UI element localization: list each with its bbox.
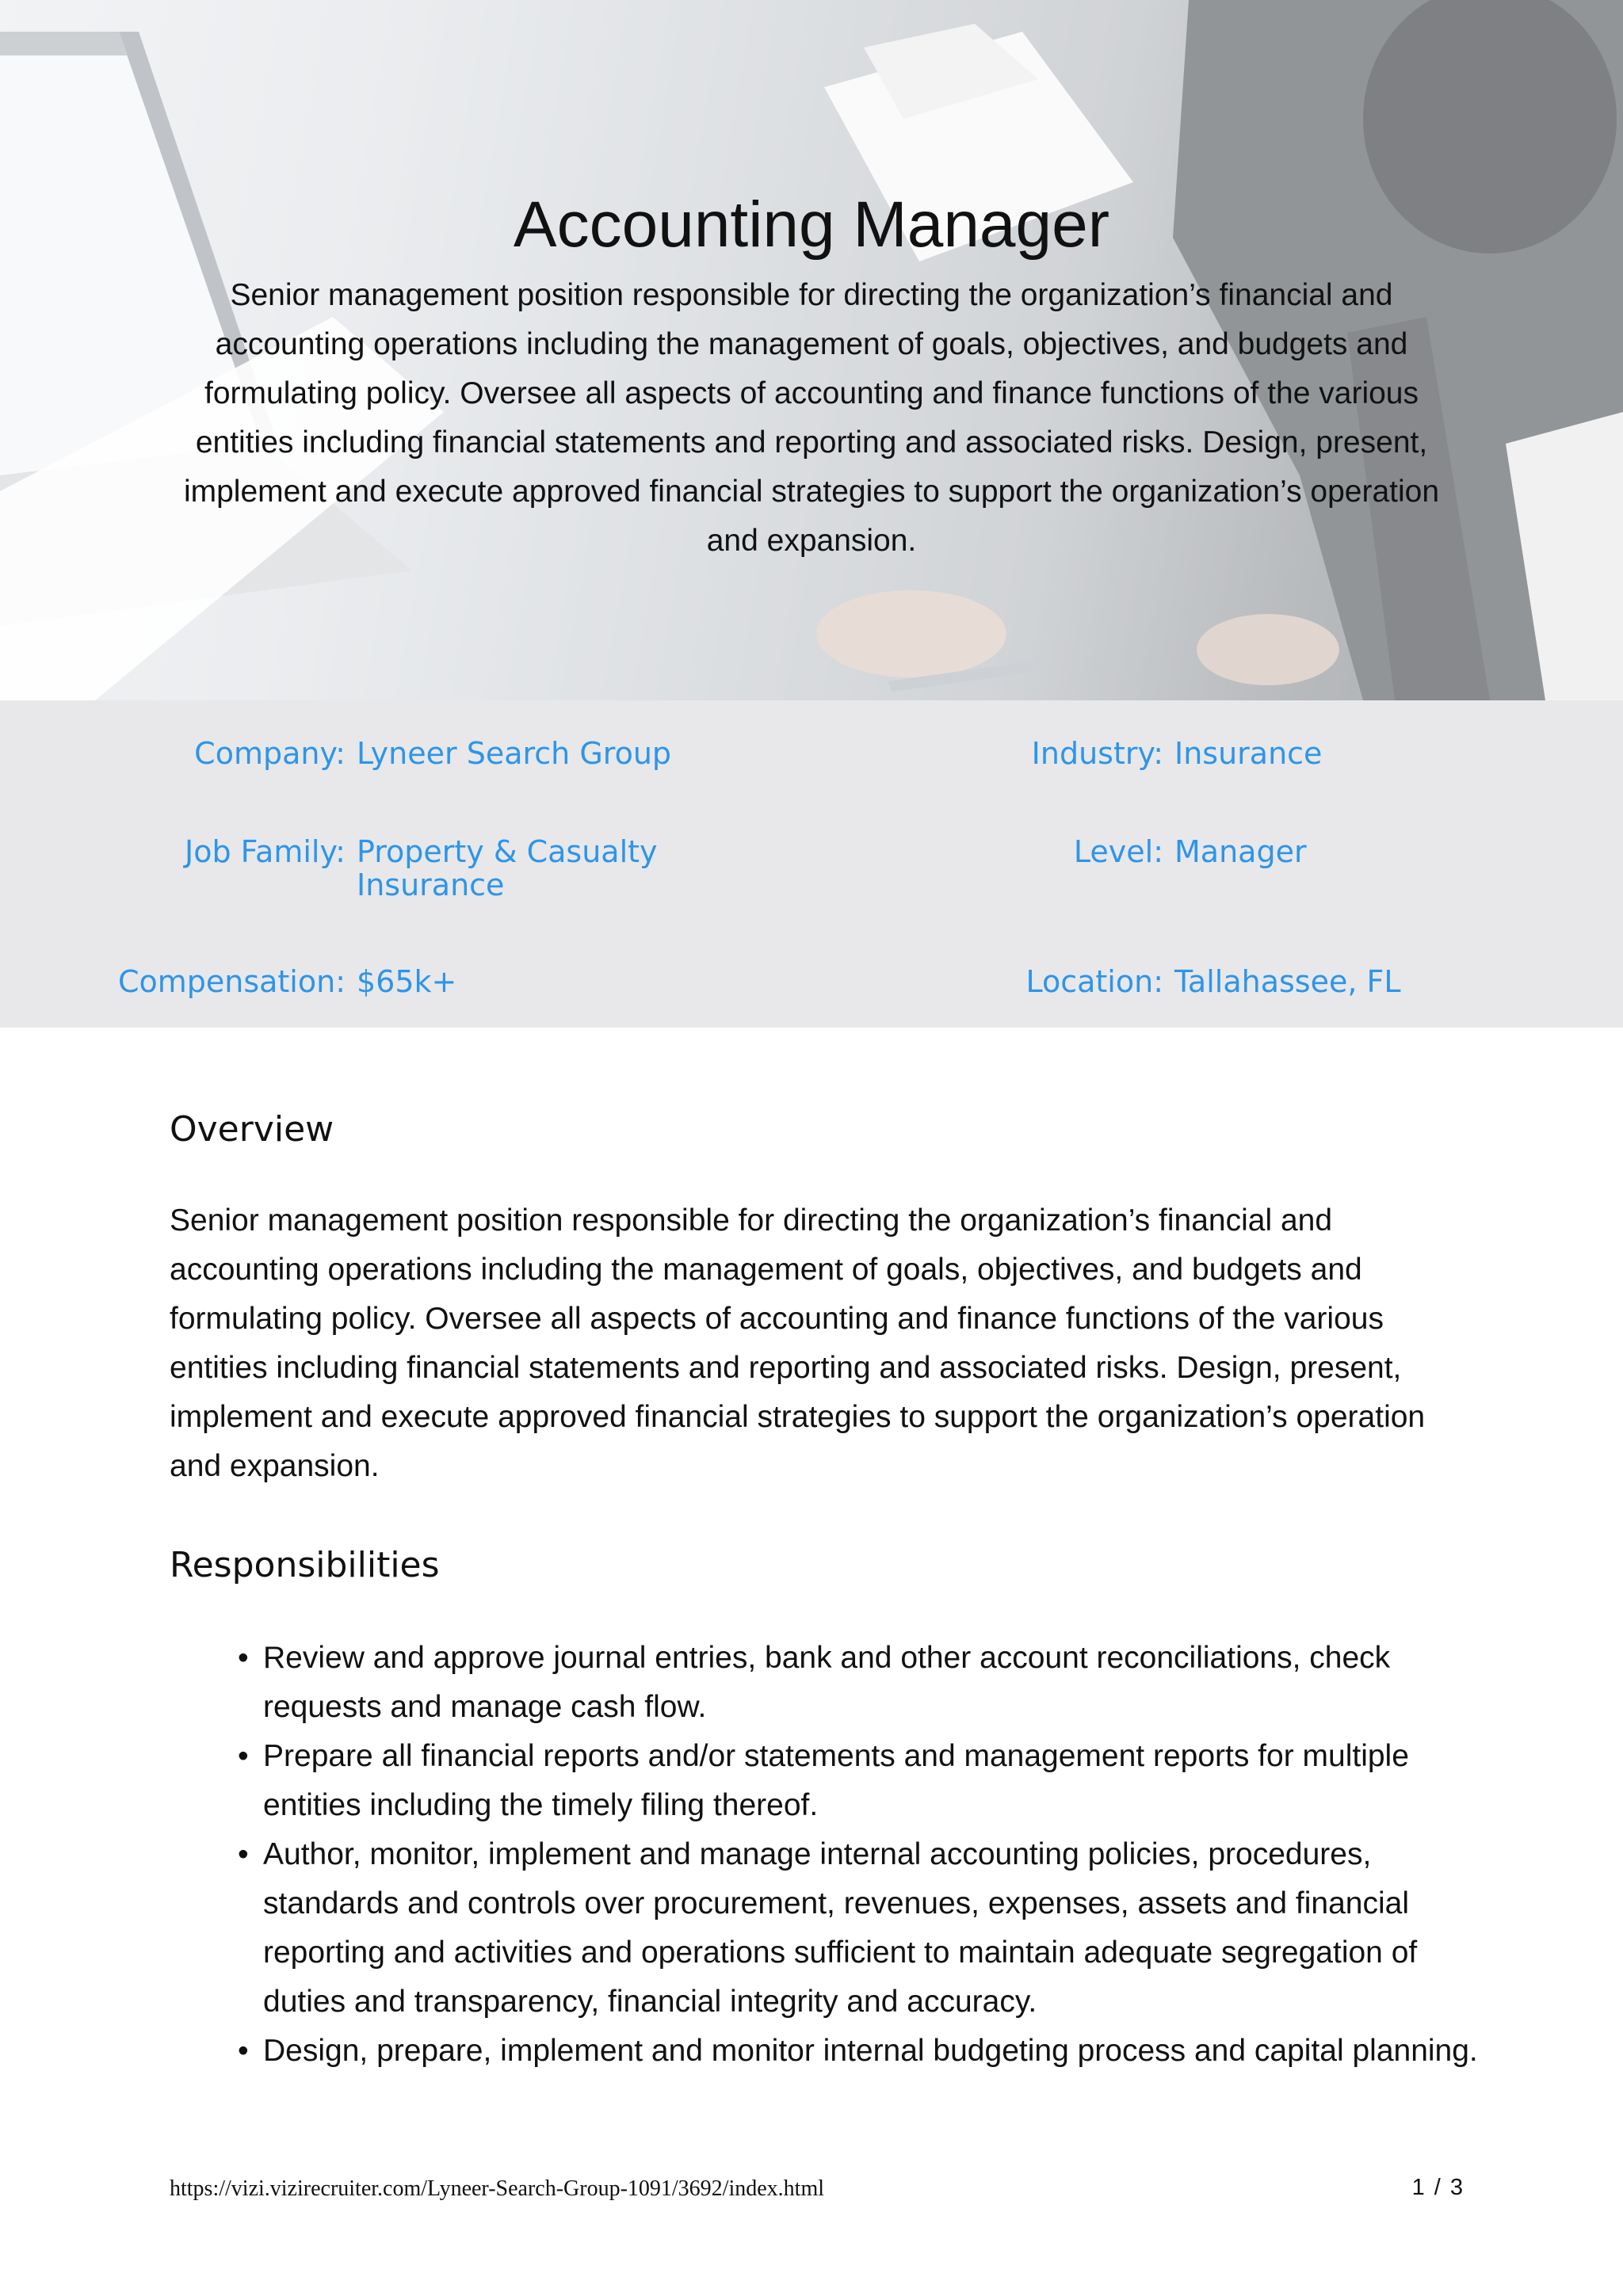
detail-location-label: Location:: [1025, 964, 1163, 999]
detail-company-value: Lyneer Search Group: [357, 736, 672, 771]
detail-location-value: Tallahassee, FL: [1174, 964, 1401, 999]
list-item: [238, 1830, 1482, 2027]
responsibilities-heading: Responsibilities: [170, 1545, 440, 1585]
overview-text: Senior management position responsible for directing the organization’s financial and accounting operations including the management of goals, objectives, and budgets and formulating policy. Oversee all aspects of accounting and finance functions of the various entities including financial statements and reporting and associated risks. Design, present, implement and execute approved financial strategies to support the organization’s operation and expansion.: [170, 1203, 1426, 1483]
job-details-panel: [0, 700, 1623, 1028]
detail-industry-label: Industry:: [1031, 736, 1163, 771]
detail-job-family-value: Property & Casualty Insurance: [357, 834, 658, 902]
list-item: [238, 1732, 1482, 1830]
list-item: [238, 2027, 1482, 2076]
bullet-marker: •: [238, 1837, 249, 1871]
list-item: [238, 1634, 1482, 1732]
detail-level-value: Manager: [1174, 834, 1307, 869]
footer-url: https://vizi.vizirecruiter.com/Lyneer-Search-Group-1091/3692/index.html: [170, 2176, 824, 2201]
list-item-text: Design, prepare, implement and monitor internal budgeting process and capital planning.: [263, 2034, 1478, 2068]
detail-job-family-label: Job Family:: [185, 834, 346, 869]
hero-description: Senior management position responsible for directing the organization’s financial and accounting operations including the management of goals, objectives, and budgets and formulating policy. Oversee all aspects of accounting and finance functions of the various entities including financial statements and reporting and associated risks. Design, present, implement and execute approved financial strategies to support the organization’s operation and expansion.: [183, 278, 1440, 558]
detail-company-label: Company:: [194, 736, 346, 771]
detail-industry-value: Insurance: [1174, 736, 1323, 771]
overview-heading: Overview: [170, 1109, 334, 1150]
bullet-marker: •: [238, 1739, 249, 1773]
page-number: 1 / 3: [1411, 2175, 1463, 2200]
responsibilities-list: [238, 1634, 1482, 2076]
list-item-text: Author, monitor, implement and manage internal accounting policies, procedures, standards and controls over procurement, revenues, expenses, assets and financial reporting and activities and operations sufficient to maintain adequate segregation of duties and transparency, financial integrity and accuracy.: [263, 1837, 1418, 2019]
detail-level-label: Level:: [1073, 834, 1163, 869]
list-item-text: Prepare all financial reports and/or statements and management reports for multiple entities including the timely filing thereof.: [263, 1739, 1409, 1822]
detail-compensation-label: Compensation:: [117, 964, 346, 999]
bullet-marker: •: [238, 1641, 249, 1675]
bullet-marker: •: [238, 2034, 249, 2068]
list-item-text: Review and approve journal entries, bank and other account reconciliations, check requests and manage cash flow.: [263, 1641, 1391, 1724]
hero-banner: [0, 0, 1623, 700]
detail-compensation-value: $65k+: [357, 964, 457, 999]
job-title: Accounting Manager: [513, 189, 1110, 261]
